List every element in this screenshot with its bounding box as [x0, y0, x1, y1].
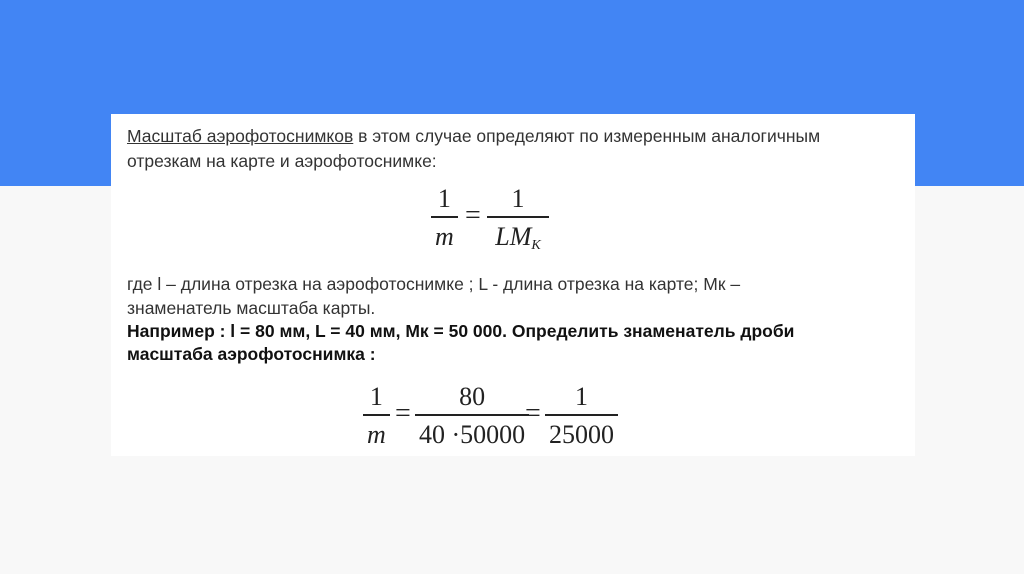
equals-sign-2: =	[525, 398, 541, 429]
fraction-1-over-lmk: 1 $LM_К$	[487, 186, 549, 253]
fraction-80-over-product: 80 40 ·50000	[415, 384, 529, 448]
equals-sign: =	[465, 200, 481, 231]
example-line-2: масштаба аэрофотоснимка :	[127, 344, 376, 364]
equals-sign-1: =	[395, 398, 411, 429]
fraction-1-over-25000: 1 25000	[545, 384, 618, 448]
definition-line-1: где l – длина отрезка на аэрофотоснимке ; L - длина отрезка на карте; Мк –	[127, 274, 741, 294]
intro-line-1	[127, 126, 820, 147]
fraction-example-1-over-m: 1 m	[363, 384, 390, 448]
definition-line-2: знаменатель масштаба карты.	[127, 298, 376, 318]
content-card	[111, 114, 915, 456]
intro-title: Масштаб аэрофотоснимков	[127, 126, 354, 146]
example-line-1: Например : l = 80 мм, L = 40 мм, Мк = 50 000. Определить знаменатель дроби	[127, 321, 795, 341]
intro-rest: в этом случае определяют по измеренным аналогичным	[353, 126, 821, 146]
intro-line-2: отрезкам на карте и аэрофотоснимке:	[127, 151, 437, 171]
fraction-1-over-m: 1 m	[431, 186, 458, 250]
